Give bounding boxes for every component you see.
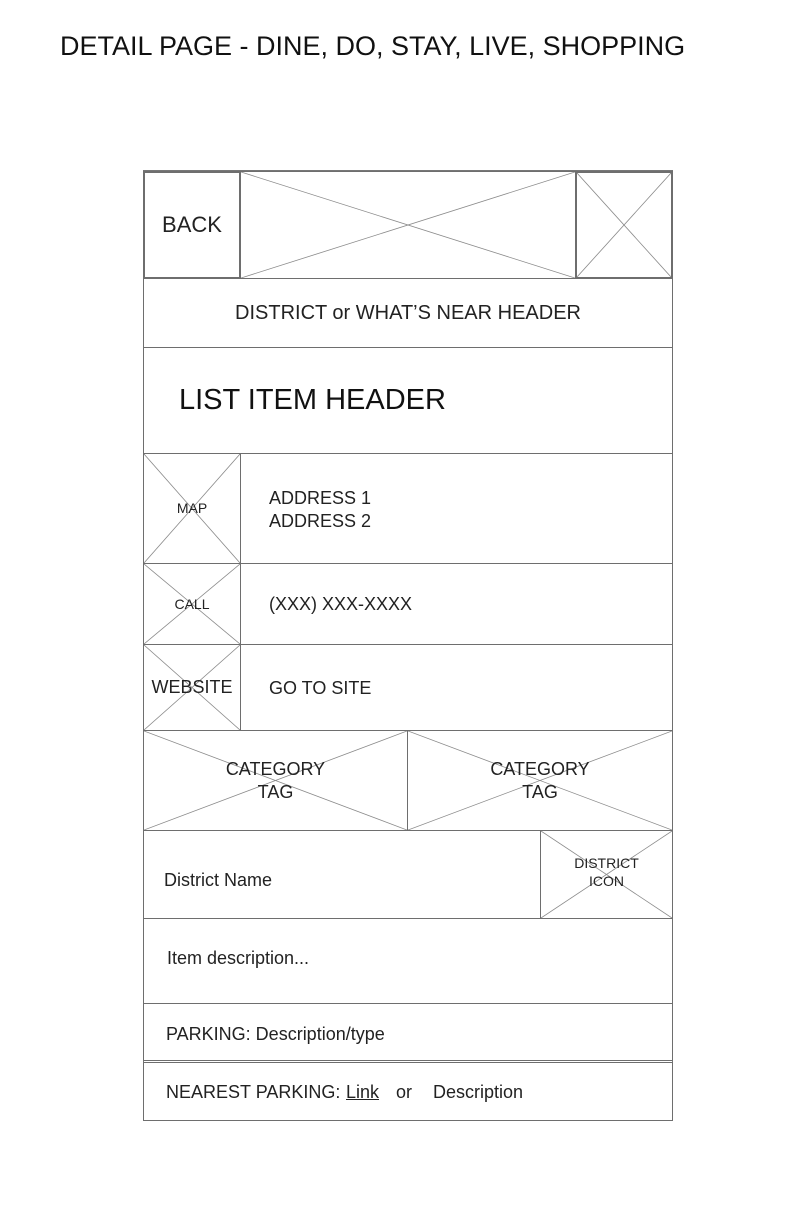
category-tag-1[interactable]: [143, 730, 408, 831]
district-header: [143, 278, 673, 348]
nearest-parking-label: NEAREST PARKING:: [166, 1082, 341, 1102]
parking-description: PARKING: Description/type: [166, 1024, 385, 1044]
back-button[interactable]: [143, 171, 241, 279]
district-header-text: DISTRICT or WHAT’S NEAR HEADER: [235, 301, 581, 324]
address-line-1: ADDRESS 1: [269, 488, 372, 508]
call-button[interactable]: [143, 563, 241, 645]
list-item-header: LIST ITEM HEADER: [179, 384, 446, 416]
phone-number[interactable]: (XXX) XXX-XXXX: [269, 594, 413, 614]
website-button[interactable]: [143, 644, 241, 731]
category-tag-1-line-1: CATEGORY: [225, 758, 326, 779]
map-label: MAP: [176, 499, 208, 516]
district-icon-line-1: DISTRICT: [574, 854, 639, 871]
category-tag-1-line-2: TAG: [257, 781, 294, 802]
description-row: [143, 918, 673, 1004]
menu-icon[interactable]: [575, 171, 673, 279]
logo-image-placeholder: [240, 171, 576, 279]
nearest-parking-description: Description: [433, 1082, 524, 1102]
nearest-parking-or: or: [396, 1082, 413, 1102]
page-title: DETAIL PAGE - DINE, DO, STAY, LIVE, SHOPPING: [60, 31, 686, 61]
website-label: WEBSITE: [151, 677, 233, 697]
map-button[interactable]: [143, 453, 241, 564]
go-to-site-link[interactable]: GO TO SITE: [269, 678, 372, 698]
nearest-parking-link[interactable]: Link: [346, 1082, 380, 1102]
category-tag-2-line-2: TAG: [522, 781, 558, 802]
nearest-parking-row: [143, 1062, 673, 1121]
call-label: CALL: [174, 596, 210, 612]
parking-row: [143, 1003, 673, 1061]
category-tag-2[interactable]: [407, 730, 673, 831]
category-tag-2-line-1: CATEGORY: [490, 758, 590, 779]
district-name[interactable]: District Name: [164, 870, 273, 890]
address-line-2: ADDRESS 2: [269, 511, 372, 531]
item-description: Item description...: [167, 948, 310, 968]
back-button-label: BACK: [162, 212, 222, 237]
list-item-header-row: [143, 347, 673, 454]
district-icon-line-2: ICON: [589, 872, 624, 889]
district-icon[interactable]: [540, 830, 673, 919]
